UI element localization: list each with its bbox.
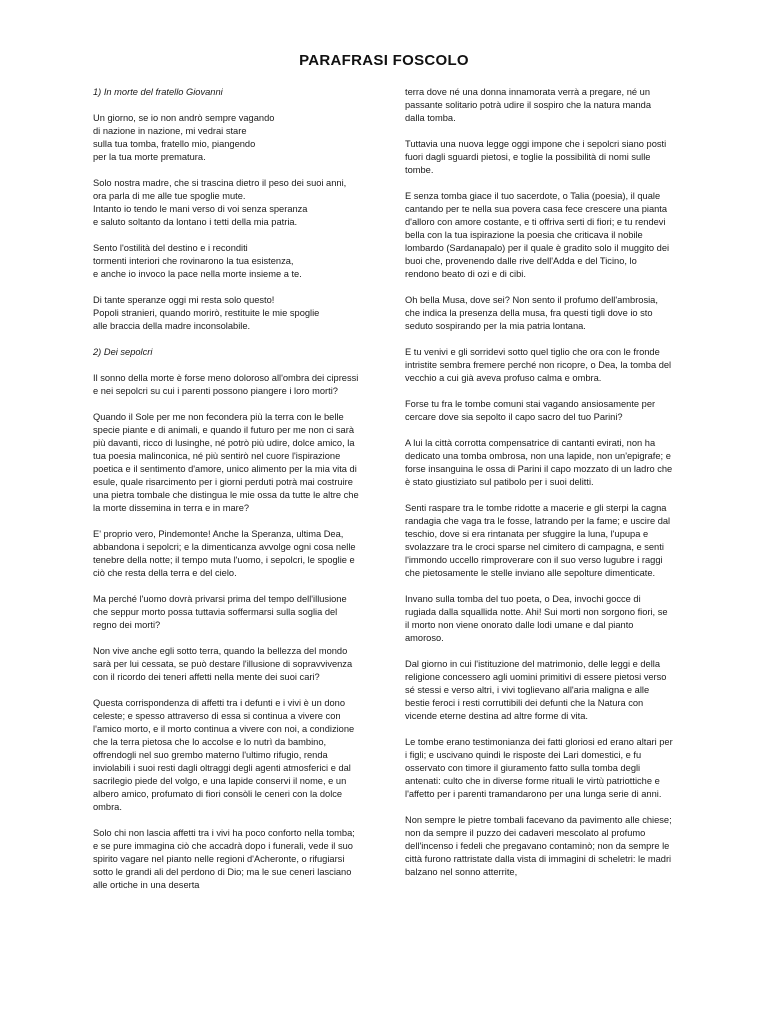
paragraph: Invano sulla tomba del tuo poeta, o Dea, invochi gocce di rugiada dalla squallida notte. Ahi! Sui morti non sorgono fiori, se il morto non viene onorato dalle lodi umane e dal pianto amoroso.: [405, 594, 668, 643]
paragraph: E' proprio vero, Pindemonte! Anche la Speranza, ultima Dea, abbandona i sepolcri; e la dimenticanza avvolge ogni cosa nelle tenebre della notte; il tempo muta l'uomo, i sepolcri, le spoglie e ciò che resta della terra e del cielo.: [93, 529, 356, 578]
paragraph: Solo chi non lascia affetti tra i vivi ha poco conforto nella tomba; e se pure immagina ciò che accadrà dopo i funerali, vede il suo spirito vagare nel pianto nelle regioni d'Acheronte, o rifugiarsi sotto le grandi ali del perdono di Dio; ma le sue ceneri lasciano alle ortiche in una deserta: [93, 828, 355, 890]
paragraph: Dal giorno in cui l'istituzione del matrimonio, delle leggi e della religione concessero agli uomini primitivi di essere pietosi verso sé stessi e verso altri, i vivi toglievano all'aria maligna e alle bestie feroci i resti corruttibili dei defunti che la Natura con vicende eterne destina ad altre forme di vita.: [405, 659, 667, 721]
paragraph: Sento l'ostilità del destino e i reconditi tormenti interiori che rovinarono la tua esistenza, e anche io invoco la pace nella morte insieme a te.: [93, 243, 302, 279]
paragraph: A lui la città corrotta compensatrice di cantanti evirati, non ha dedicato una tomba ombrosa, non una lapide, non un'epigrafe; e forse insanguina le ossa di Parini il capo mozzato di un ladro che è stato giustiziato sul patibolo per i suoi delitti.: [405, 438, 673, 487]
paragraph: Forse tu fra le tombe comuni stai vagando ansiosamente per cercare dove sia sepolto il capo sacro del tuo Parini?: [405, 399, 656, 422]
paragraph: Quando il Sole per me non fecondera più la terra con le belle specie piante e di animali, e quando il futuro per me non ci sarà più davanti, ricco di lusinghe, né potrò più udire, dolce amico, la tua poesia malinconica, né più sentirò nel cuore l'ispirazione poetica e il sentimento d'amore, unico alimento per la mia vita di esule, quale risarcimento per i giorni perduti potrà mai costruire una pietra tombale che distingua le mie ossa da tutte le altre che la morte dissemina in terra e in mare?: [93, 412, 359, 513]
left-column: [93, 86, 361, 905]
paragraph: terra dove né una donna innamorata verrà a pregare, né un passante solitario potrà udire il sospiro che la natura manda dalla tomba.: [405, 87, 651, 123]
section-heading: 2) Dei sepolcri: [93, 347, 153, 357]
paragraph: Oh bella Musa, dove sei? Non sento il profumo dell'ambrosia, che indica la presenza della musa, fra questi tigli dove io sto seduto sospirando per la mia patria lontana.: [405, 295, 658, 331]
paragraph: Il sonno della morte è forse meno doloroso all'ombra dei cipressi e nei sepolcri su cui i parenti possono piangere i loro morti?: [93, 373, 359, 396]
paragraph: Questa corrispondenza di affetti tra i defunti e i vivi è un dono celeste; e spesso attraverso di essa si continua a vivere con l'amico morto, e il morto continua a vivere con noi, a condizione che la terra pietosa che lo accolse e lo nutrì da bambino, offrendogli nel suo grembo materno l'ultimo rifugio, renda inviolabili i suoi resti dagli oltraggi degli agenti atmosferici e dal sacrilegio piede del volgo, e una lapide conservi il nome, e un albero amico, profumato di fiori consòli le ceneri con la dolce ombra.: [93, 698, 355, 812]
paragraph: E tu venivi e gli sorridevi sotto quel tiglio che ora con le fronde intristite sembra fremere perché non ricopre, o Dea, la tomba del vecchio a cui già aveva profuso calma e ombra.: [405, 347, 672, 383]
paragraph: Non sempre le pietre tombali facevano da pavimento alle chiese; non da sempre il puzzo dei cadaveri mescolato al profumo dell'incenso i fedeli che pregavano contaminò; non da sempre le città furono rattristate dalla vista di immagini di scheletri: le madri balzano nel sonno atterrite,: [405, 815, 672, 877]
paragraph: E senza tomba giace il tuo sacerdote, o Talia (poesia), il quale cantando per te nella sua povera casa fece crescere una pianta d'alloro con amore costante, e ti offriva serti di fiori; e tu rendevi bella con la tua ispirazione la poesia che criticava il nobile lombardo (Sardanapalo) per il quale è gradito solo il muggito dei buoi che, provenendo dalle rive dell'Adda e del Ticino, lo rendono beato di ozi e di cibi.: [405, 191, 670, 279]
paragraph: Non vive anche egli sotto terra, quando la bellezza del mondo sarà per lui cessata, se può destare l'illusione di sopravvivenza con il ricordo dei teneri affetti nella mente dei suoi cari?: [93, 646, 353, 682]
paragraph: Di tante speranze oggi mi resta solo questo! Popoli stranieri, quando morirò, restituite le mie spoglie alle braccia della madre inconsolabile.: [93, 295, 320, 331]
page-title: PARAFRASI FOSCOLO: [299, 52, 469, 70]
paragraph: Senti raspare tra le tombe ridotte a macerie e gli sterpi la cagna randagia che vaga tra le fosse, latrando per la fame; e uscire dal teschio, dove si era rintanata per sfuggire la luna, l'upupa e svolazzare tra le croci sparse nel cimitero di campagna, e senti l'immondo uccello rimproverare con il suo verso lugubre i raggi che pietosamente le stelle inviano alle sepolture dimenticate.: [405, 503, 671, 578]
paragraph: Ma perché l'uomo dovrà privarsi prima del tempo dell'illusione che seppur morto possa tuttavia soffermarsi sulla soglia del regno dei morti?: [93, 594, 347, 630]
paragraph: Le tombe erano testimonianza dei fatti gloriosi ed erano altari per i figli; e uscivano quindi le risposte dei Lari domestici, e fu osservato con timore il giuramento fatto sulla tomba degli antenati: culto che in diverse forme rituali le virtù patriottiche e l'affetto per i parenti tramandarono per una lunga serie di anni.: [405, 737, 673, 799]
paragraph: Un giorno, se io non andrò sempre vagando di nazione in nazione, mi vedrai stare sulla tua tomba, fratello mio, piangendo per la tua morte prematura.: [93, 113, 275, 162]
right-column: [405, 86, 673, 892]
paragraph: Solo nostra madre, che si trascina dietro il peso dei suoi anni, ora parla di me alle tue spoglie mute. Intanto io tendo le mani verso di voi senza speranza e saluto soltanto da lontano i tetti della mia patria.: [93, 178, 347, 227]
section-heading: 1) In morte del fratello Giovanni: [93, 87, 223, 97]
paragraph: Tuttavia una nuova legge oggi impone che i sepolcri siano posti fuori dagli sguardi pietosi, e toglie la possibilità di nomi sulle tombe.: [405, 139, 667, 175]
